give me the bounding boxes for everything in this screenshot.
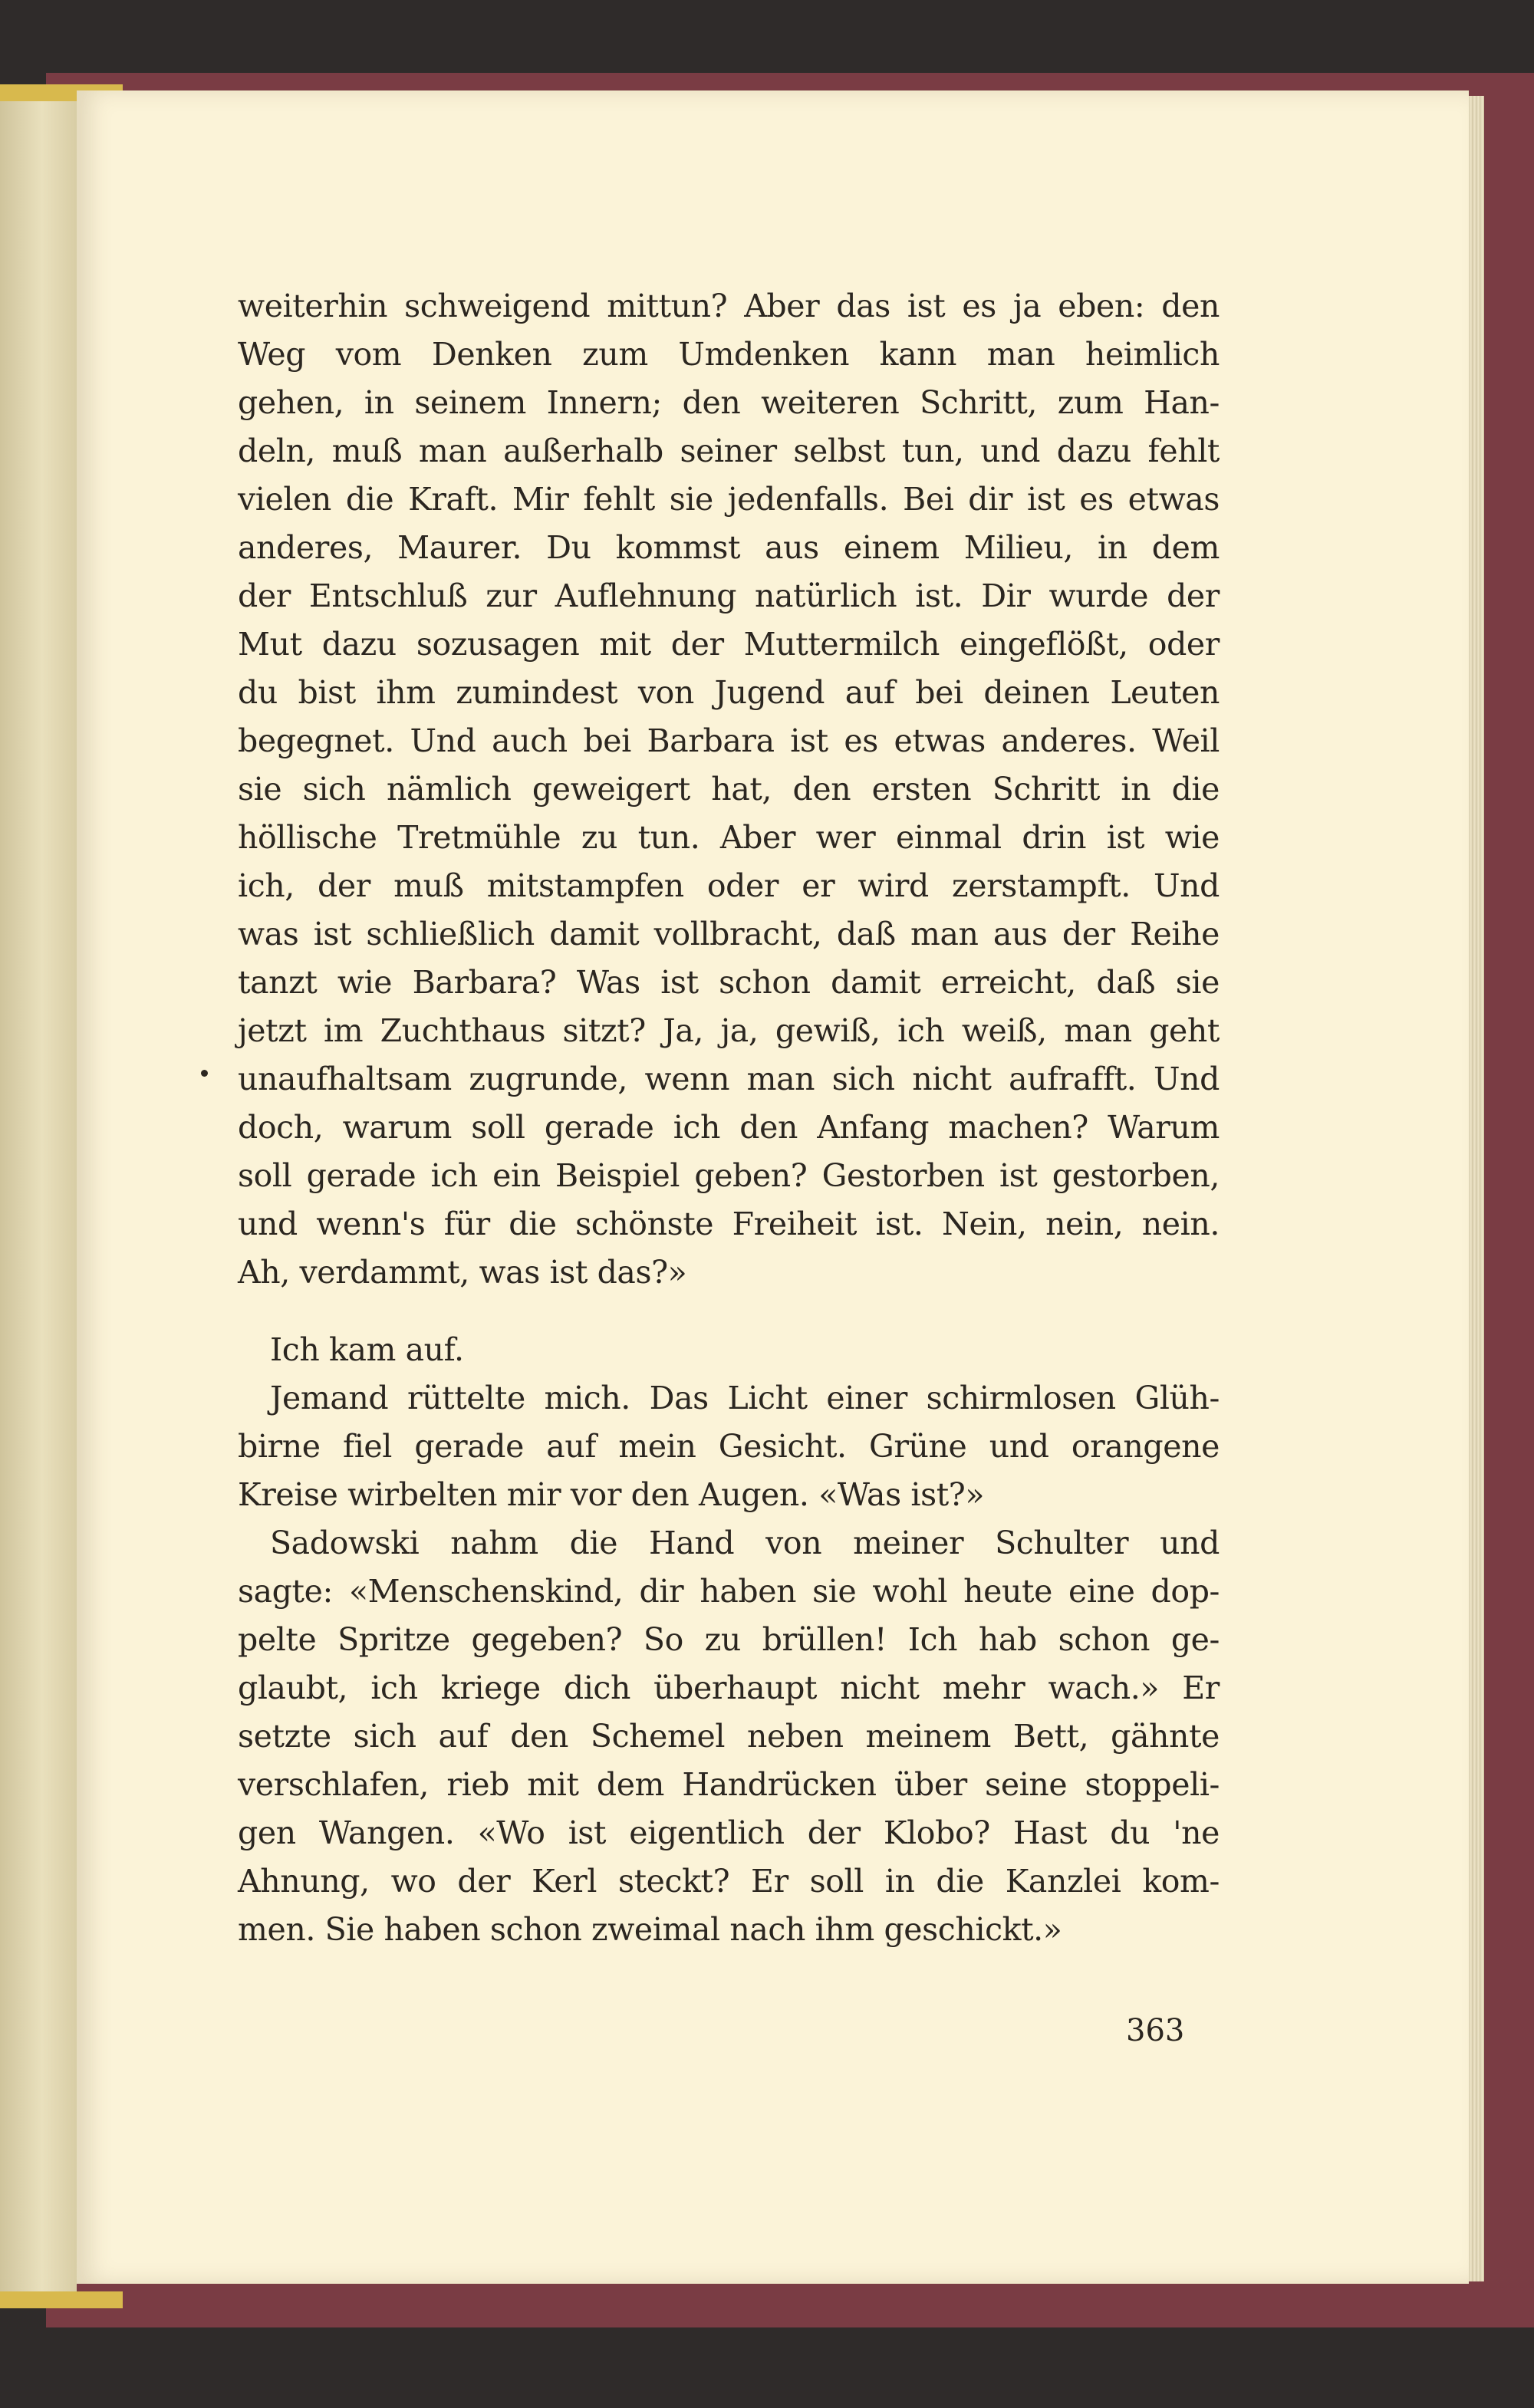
text-line: pelte Spritze gegeben? So zu brüllen! Ich hab schon ge- (238, 1621, 1220, 1658)
text-line: was ist schließlich damit vollbracht, daß man aus der Reihe (238, 916, 1220, 952)
text-line: sagte: «Menschenskind, dir haben sie wohl heute eine dop- (238, 1573, 1220, 1610)
text-line: Kreise wirbelten mir vor den Augen. «Was ist?» (238, 1476, 985, 1513)
text-line: anderes, Maurer. Du kommst aus einem Milieu, in dem (238, 529, 1220, 566)
text-line: Ah, verdammt, was ist das?» (238, 1254, 687, 1291)
text-line: höllische Tretmühle zu tun. Aber wer einmal drin ist wie (238, 819, 1220, 856)
text-line: soll gerade ich ein Beispiel geben? Gestorben ist gestorben, (238, 1157, 1220, 1194)
text-line: tanzt wie Barbara? Was ist schon damit erreicht, daß sie (238, 964, 1220, 1001)
text-line: sie sich nämlich geweigert hat, den ersten Schritt in die (238, 771, 1220, 808)
text-line: Mut dazu sozusagen mit der Muttermilch eingeflößt, oder (238, 626, 1220, 663)
text-line: weiterhin schweigend mittun? Aber das ist es ja eben: den (238, 288, 1220, 324)
text-line: verschlafen, rieb mit dem Handrücken über seine stoppeli- (238, 1766, 1220, 1803)
text-line: Ich kam auf. (270, 1331, 464, 1368)
text-line: gehen, in seinem Innern; den weiteren Schritt, zum Han- (238, 384, 1220, 421)
text-line: vielen die Kraft. Mir fehlt sie jedenfalls. Bei dir ist es etwas (238, 481, 1220, 518)
text-line: und wenn's für die schönste Freiheit ist. Nein, nein, nein. (238, 1206, 1220, 1242)
text-line: ich, der muß mitstampfen oder er wird zerstampft. Und (238, 867, 1220, 904)
text-line: Sadowski nahm die Hand von meiner Schulter und (270, 1525, 1220, 1561)
text-line: glaubt, ich kriege dich überhaupt nicht mehr wach.» Er (238, 1669, 1220, 1706)
text-line: men. Sie haben schon zweimal nach ihm geschickt.» (238, 1911, 1062, 1948)
text-line: Jemand rüttelte mich. Das Licht einer schirmlosen Glüh- (270, 1380, 1220, 1416)
headband-bottom (0, 2291, 123, 2308)
margin-mark (201, 1070, 208, 1077)
text-line: Weg vom Denken zum Umdenken kann man heimlich (238, 336, 1220, 373)
text-line: unaufhaltsam zugrunde, wenn man sich nicht aufrafft. Und (238, 1061, 1220, 1097)
text-line: doch, warum soll gerade ich den Anfang machen? Warum (238, 1109, 1220, 1146)
text-line: begegnet. Und auch bei Barbara ist es etwas anderes. Weil (238, 722, 1220, 759)
paragraph-gap (238, 1297, 1220, 1326)
page-number: 363 (1126, 2013, 1185, 2048)
text-line: deln, muß man außerhalb seiner selbst tun, und dazu fehlt (238, 433, 1220, 469)
text-line: gen Wangen. «Wo ist eigentlich der Klobo? Hast du 'ne (238, 1814, 1220, 1851)
text-line: der Entschluß zur Auflehnung natürlich ist. Dir wurde der (238, 577, 1220, 614)
text-line: setzte sich auf den Schemel neben meinem Bett, gähnte (238, 1718, 1220, 1755)
text-line: jetzt im Zuchthaus sitzt? Ja, ja, gewiß, ich weiß, man geht (238, 1012, 1220, 1049)
text-line: du bist ihm zumindest von Jugend auf bei deinen Leuten (238, 674, 1220, 711)
text-line: Ahnung, wo der Kerl steckt? Er soll in die Kanzlei kom- (238, 1863, 1220, 1900)
left-page-edge (0, 92, 77, 2301)
page-text (238, 282, 1220, 1954)
text-line: birne fiel gerade auf mein Gesicht. Grüne und orangene (238, 1428, 1220, 1465)
